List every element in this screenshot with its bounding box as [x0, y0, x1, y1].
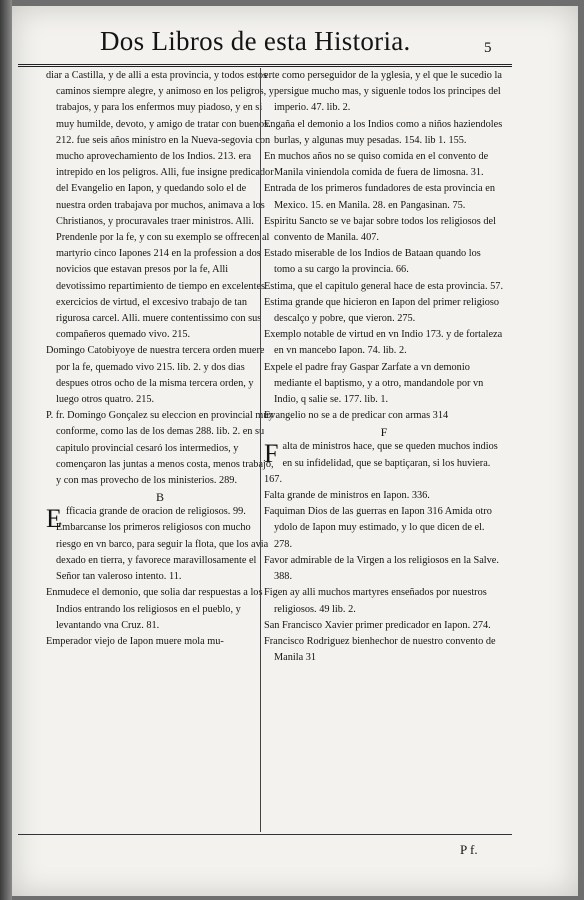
index-entry [46, 68, 274, 343]
entry-text: Francisco Rodriguez bienhechor de nuestro convento de Manila 31 [264, 635, 496, 664]
entry-text: En muchos años no se quiso comida en el convento de Manila viniendola comida de fuera de limosna. 31. [264, 151, 489, 179]
drop-cap: E [46, 504, 62, 534]
entry-text: Figen ay alli muchos martyres enseñados por nuestros religiosos. 49 lib. 2. [264, 587, 487, 615]
entry-text: Domingo Catobiyoye de nuestra tercera orden muere por la fe, quemado vivo 215. lib. 2. y dos dias despues otros ocho de la misma tercera orden, y luego otros quatro. 215. [46, 345, 265, 406]
entry-text: Falta grande de ministros en Iapon. 336. [264, 490, 430, 502]
index-entry [264, 181, 504, 213]
index-entry [264, 149, 504, 181]
index-entry [46, 585, 274, 634]
index-entry [264, 117, 504, 149]
index-entry [264, 246, 504, 278]
index-column-left [46, 68, 274, 650]
index-entry [264, 439, 504, 488]
index-entry [46, 504, 274, 534]
entry-text: Expele el padre fray Gaspar Zarfate a vn demonio mediante el baptismo, y a otro, mandandole por vn Indio, q salie se. 177. lib. 1. [264, 361, 484, 406]
index-entry [264, 214, 504, 246]
entry-text: Embarcanse los primeros religiosos con mucho riesgo en vn barco, para seguir la flota, que los avia dexado en tierra, y favorece maravillosamente el Señor tan valeroso intento. 11. [55, 522, 269, 583]
footer-rule [18, 834, 512, 835]
entry-text: Estima, que el capitulo general hace de esta provincia. 57. [264, 280, 504, 292]
entry-text: Enmudece el demonio, que solia dar respuestas a los Indios entrando los religiosos en el pueblo, y levantando vna Cruz. 81. [46, 587, 263, 631]
entry-text: Emperador viejo de Iapon muere mola mu- [46, 635, 224, 647]
book-page [12, 6, 578, 896]
page-header [20, 18, 520, 60]
index-column-right [264, 68, 504, 666]
entry-text: Estado miserable de los Indios de Bataan quando los tomo a su cargo la provincia. 66. [264, 248, 481, 276]
index-entry [46, 634, 274, 650]
index-entry [46, 520, 274, 585]
index-entry [264, 327, 504, 359]
entry-text: Evangelio no se a de predicar con armas 314 [264, 410, 449, 422]
index-entry [264, 553, 504, 585]
entry-text: San Francisco Xavier primer predicador en Iapon. 274. [264, 619, 491, 631]
column-divider [260, 68, 261, 832]
entry-text: Favor admirable de la Virgen a los religiosos en la Salve. 388. [264, 554, 499, 583]
index-entry [264, 408, 504, 424]
entry-text: fficacia grande de oracion de religiosos. 99. [65, 506, 246, 518]
index-entry [264, 360, 504, 409]
entry-text: P. fr. Domingo Gonçalez su eleccion en provincial muy conforme, como las de los demas 288. lib. 2. en su capitulo provincial cesaró los intermedios, y començaron las juntas a menos costa, menos trabajo, y con mas provecho de los ministerios. 289. [46, 410, 274, 487]
index-entry [264, 585, 504, 617]
index-entry [46, 343, 274, 408]
index-entry [264, 279, 504, 295]
page-number: 5 [484, 40, 492, 56]
entry-text: Faquiman Dios de las guerras en Iapon 316 Amida otro ydolo de Iapon muy estimado, y lo que dicen de el. 278. [264, 506, 492, 550]
entry-text: Entrada de los primeros fundadores de esta provincia en Mexico. 15. en Manila. 28. en Pangasinan. 75. [264, 183, 496, 211]
index-entry [264, 488, 504, 504]
section-letter: F [380, 425, 388, 440]
scan-border [0, 0, 12, 900]
entry-text: alta de ministros hace, que se queden muchos indios en su infidelidad, que se baptiçaran, si los huviera. 167. [264, 441, 498, 485]
index-entry [264, 68, 504, 117]
running-title: Dos Libros de esta Historia. [100, 26, 411, 56]
entry-text: Engaña el demonio a los Indios como a niños haziendoles burlas, y algunas muy pesadas. 154. lib 1. 155. [264, 118, 503, 146]
entry-text: Espiritu Sancto se ve bajar sobre todos los religiosos del convento de Manila. 407. [264, 215, 496, 244]
entry-text: erte como perseguidor de la yglesia, y el que le sucedio la persigue mucho mas, y siguenle todos los principes del imperio. 47. lib. 2. [264, 70, 502, 114]
drop-cap: F [264, 439, 279, 469]
index-entry [264, 618, 504, 634]
entry-text: diar a Castilla, y de alli a esta provincia, y todos estos caminos siempre alegre, y animoso en los peligros, y trabajos, y para los enfermos muy piadoso, y en si muy humilde, devoto, y amigo de tratar con buenos. 212. fue seis años ministro en la Nueva-segovia con mucho aprovechamiento de los Indios. 213. era intrepido en los peligros. Alli, fue insigne predicador del Evangelio en Iapon, y quedando solo el de nuestra orden trabajava por muchos, animava a los Christianos, y procuravales traer ministros. Alli. Prendenle por la fe, y con su exemplo se offrecen al martyrio cinco Iapones 214 en la profession a dos novicios que estavan presos por la fe, Alli devotissimo repartimiento de tiempo en excelentes exercicios de virtud, el excesivo trabajo de tan rigurosa carcel. Alli. muere contentissimo con sus compañeros quemado vivo. 215. [46, 70, 274, 341]
index-entry [46, 408, 274, 489]
entry-text: Exemplo notable de virtud en vn Indio 173. y de fortaleza en vn mancebo Iapon. 74. lib. 2. [264, 329, 503, 357]
section-letter: B [155, 490, 164, 505]
index-entry [264, 634, 504, 666]
header-rule [18, 64, 512, 67]
index-entry [264, 295, 504, 327]
entry-text: Estima grande que hicieron en Iapon del primer religioso descalço y pobre, que vieron. 275. [264, 296, 500, 325]
index-entry [264, 504, 504, 553]
catchword: P f. [460, 842, 478, 857]
